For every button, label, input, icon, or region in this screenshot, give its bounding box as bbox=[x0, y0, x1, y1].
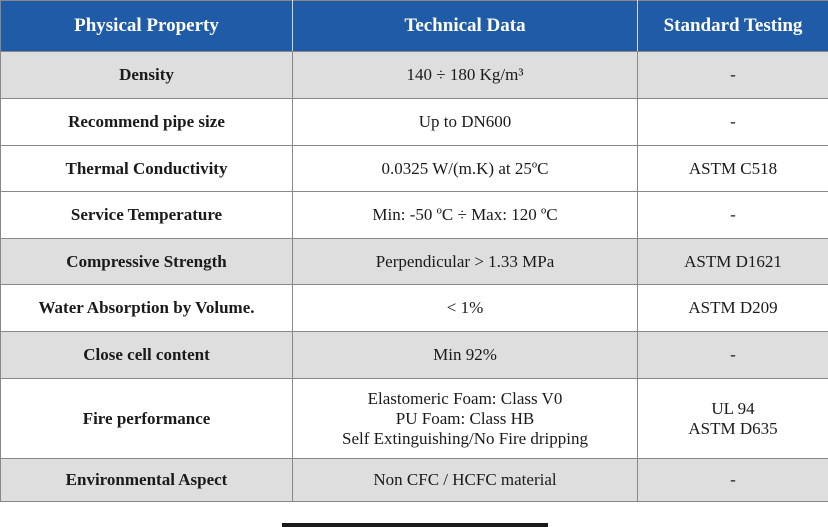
standard-testing-cell: - bbox=[638, 192, 828, 239]
column-header-physical-property: Physical Property bbox=[1, 1, 293, 52]
technical-data-cell bbox=[293, 379, 638, 459]
property-cell: Service Temperature bbox=[1, 192, 293, 239]
table-header-row bbox=[1, 1, 828, 52]
property-cell: Fire performance bbox=[1, 379, 293, 459]
table-row bbox=[1, 332, 828, 379]
technical-data-cell: Min 92% bbox=[293, 332, 638, 379]
table-row bbox=[1, 146, 828, 192]
table-row bbox=[1, 239, 828, 285]
standard-testing-cell: ASTM D1621 bbox=[638, 239, 828, 285]
standard-testing-cell: - bbox=[638, 99, 828, 146]
standard-testing-line: ASTM D635 bbox=[688, 418, 778, 438]
standard-testing-cell: ASTM C518 bbox=[638, 146, 828, 192]
technical-data-line: PU Foam: Class HB bbox=[395, 408, 535, 428]
technical-data-line: Elastomeric Foam: Class V0 bbox=[367, 388, 563, 408]
property-cell: Close cell content bbox=[1, 332, 293, 379]
standard-testing-cell bbox=[638, 379, 828, 459]
property-cell: Compressive Strength bbox=[1, 239, 293, 285]
standard-testing-cell: - bbox=[638, 459, 828, 502]
property-cell: Density bbox=[1, 52, 293, 99]
table-row bbox=[1, 379, 828, 459]
technical-data-cell: 140 ÷ 180 Kg/m³ bbox=[293, 52, 638, 99]
property-cell: Thermal Conductivity bbox=[1, 146, 293, 192]
property-cell: Water Absorption by Volume. bbox=[1, 285, 293, 332]
standard-testing-cell: ASTM D209 bbox=[638, 285, 828, 332]
technical-data-cell: Min: -50 ºC ÷ Max: 120 ºC bbox=[293, 192, 638, 239]
technical-data-cell: Up to DN600 bbox=[293, 99, 638, 146]
column-header-standard-testing: Standard Testing bbox=[638, 1, 828, 52]
standard-testing-cell: - bbox=[638, 332, 828, 379]
standard-testing-cell: - bbox=[638, 52, 828, 99]
table-row bbox=[1, 192, 828, 239]
table-row bbox=[1, 99, 828, 146]
column-header-technical-data: Technical Data bbox=[293, 1, 638, 52]
table-row bbox=[1, 459, 828, 502]
property-cell: Environmental Aspect bbox=[1, 459, 293, 502]
technical-data-cell: 0.0325 W/(m.K) at 25ºC bbox=[293, 146, 638, 192]
technical-data-cell: Non CFC / HCFC material bbox=[293, 459, 638, 502]
property-cell: Recommend pipe size bbox=[1, 99, 293, 146]
table-row bbox=[1, 285, 828, 332]
technical-data-cell: < 1% bbox=[293, 285, 638, 332]
standard-testing-line: UL 94 bbox=[711, 398, 755, 418]
table-row bbox=[1, 52, 828, 99]
technical-data-cell: Perpendicular > 1.33 MPa bbox=[293, 239, 638, 285]
technical-data-line: Self Extinguishing/No Fire dripping bbox=[341, 428, 589, 448]
bottom-edge-bar bbox=[282, 523, 548, 527]
